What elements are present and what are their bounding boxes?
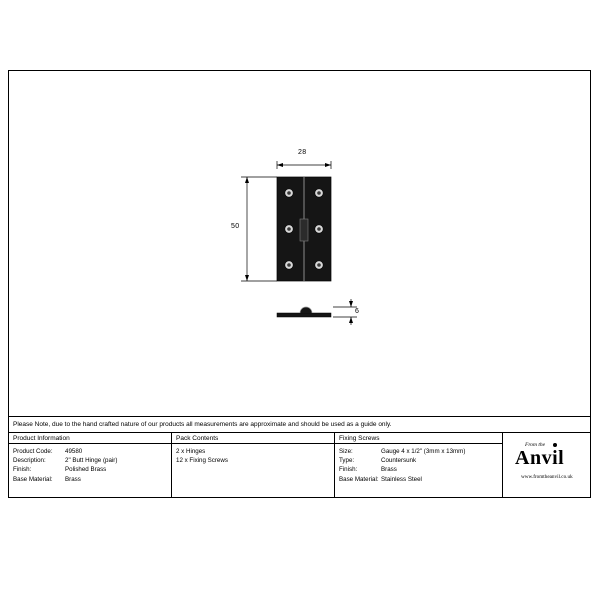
screw-size-label: Size: (339, 448, 353, 455)
dimension-width-label: 28 (298, 149, 307, 156)
fixing-screws-body (335, 444, 502, 484)
table-row (13, 475, 171, 484)
description-value: 2" Butt Hinge (pair) (65, 457, 118, 465)
pack-contents-header: Pack Contents (172, 433, 334, 444)
table-row (339, 465, 502, 474)
table-row (339, 475, 502, 484)
screw-type-label: Type: (339, 457, 355, 465)
logo-anvil-text: Anvil (515, 447, 565, 469)
table-row (339, 456, 502, 465)
screw-finish-value: Brass (381, 466, 397, 474)
screw-size-value: Gauge 4 x 1/2" (3mm x 13mm) (381, 448, 466, 455)
base-material-value: Brass (65, 475, 81, 483)
technical-drawing (9, 71, 590, 416)
table-row (13, 447, 171, 456)
description-label: Description: (13, 457, 46, 465)
drawing-sheet (8, 70, 591, 498)
dimension-thickness-label: 6 (355, 308, 360, 315)
finish-value: Polished Brass (65, 466, 107, 474)
pack-contents-body (172, 444, 334, 465)
finish-label: Finish: (13, 466, 32, 474)
measurement-note: Please Note, due to the hand crafted nature of our products all measurements are approximate and should be used as a guide only. (9, 416, 590, 433)
product-information-column (9, 433, 172, 497)
pack-contents-column (172, 433, 335, 497)
table-row (13, 465, 171, 474)
logo-url-text: www.fromtheanvil.co.uk (521, 474, 573, 480)
dimension-height-label: 50 (231, 223, 240, 230)
logo-from-the-text: From the (525, 442, 546, 448)
screw-base-material-value: Stainless Steel (381, 475, 422, 483)
list-item: 12 x Fixing Screws (176, 457, 228, 465)
product-code-label: Product Code: (13, 448, 53, 455)
from-the-anvil-logo (503, 433, 590, 497)
product-code-value: 49580 (65, 448, 83, 455)
screw-type-value: Countersunk (381, 457, 417, 465)
hinge-drawing-svg (9, 71, 590, 416)
table-row (13, 456, 171, 465)
brand-logo-column (503, 433, 590, 497)
fixing-screws-header: Fixing Screws (335, 433, 502, 444)
product-information-body (9, 444, 171, 484)
product-information-header: Product Information (9, 433, 171, 444)
base-material-label: Base Material: (13, 475, 53, 483)
fixing-screws-column (335, 433, 503, 497)
information-table (9, 433, 590, 497)
screw-base-material-label: Base Material: (339, 475, 379, 483)
table-row (339, 447, 502, 456)
list-item: 2 x Hinges (176, 448, 206, 455)
screw-finish-label: Finish: (339, 466, 358, 474)
